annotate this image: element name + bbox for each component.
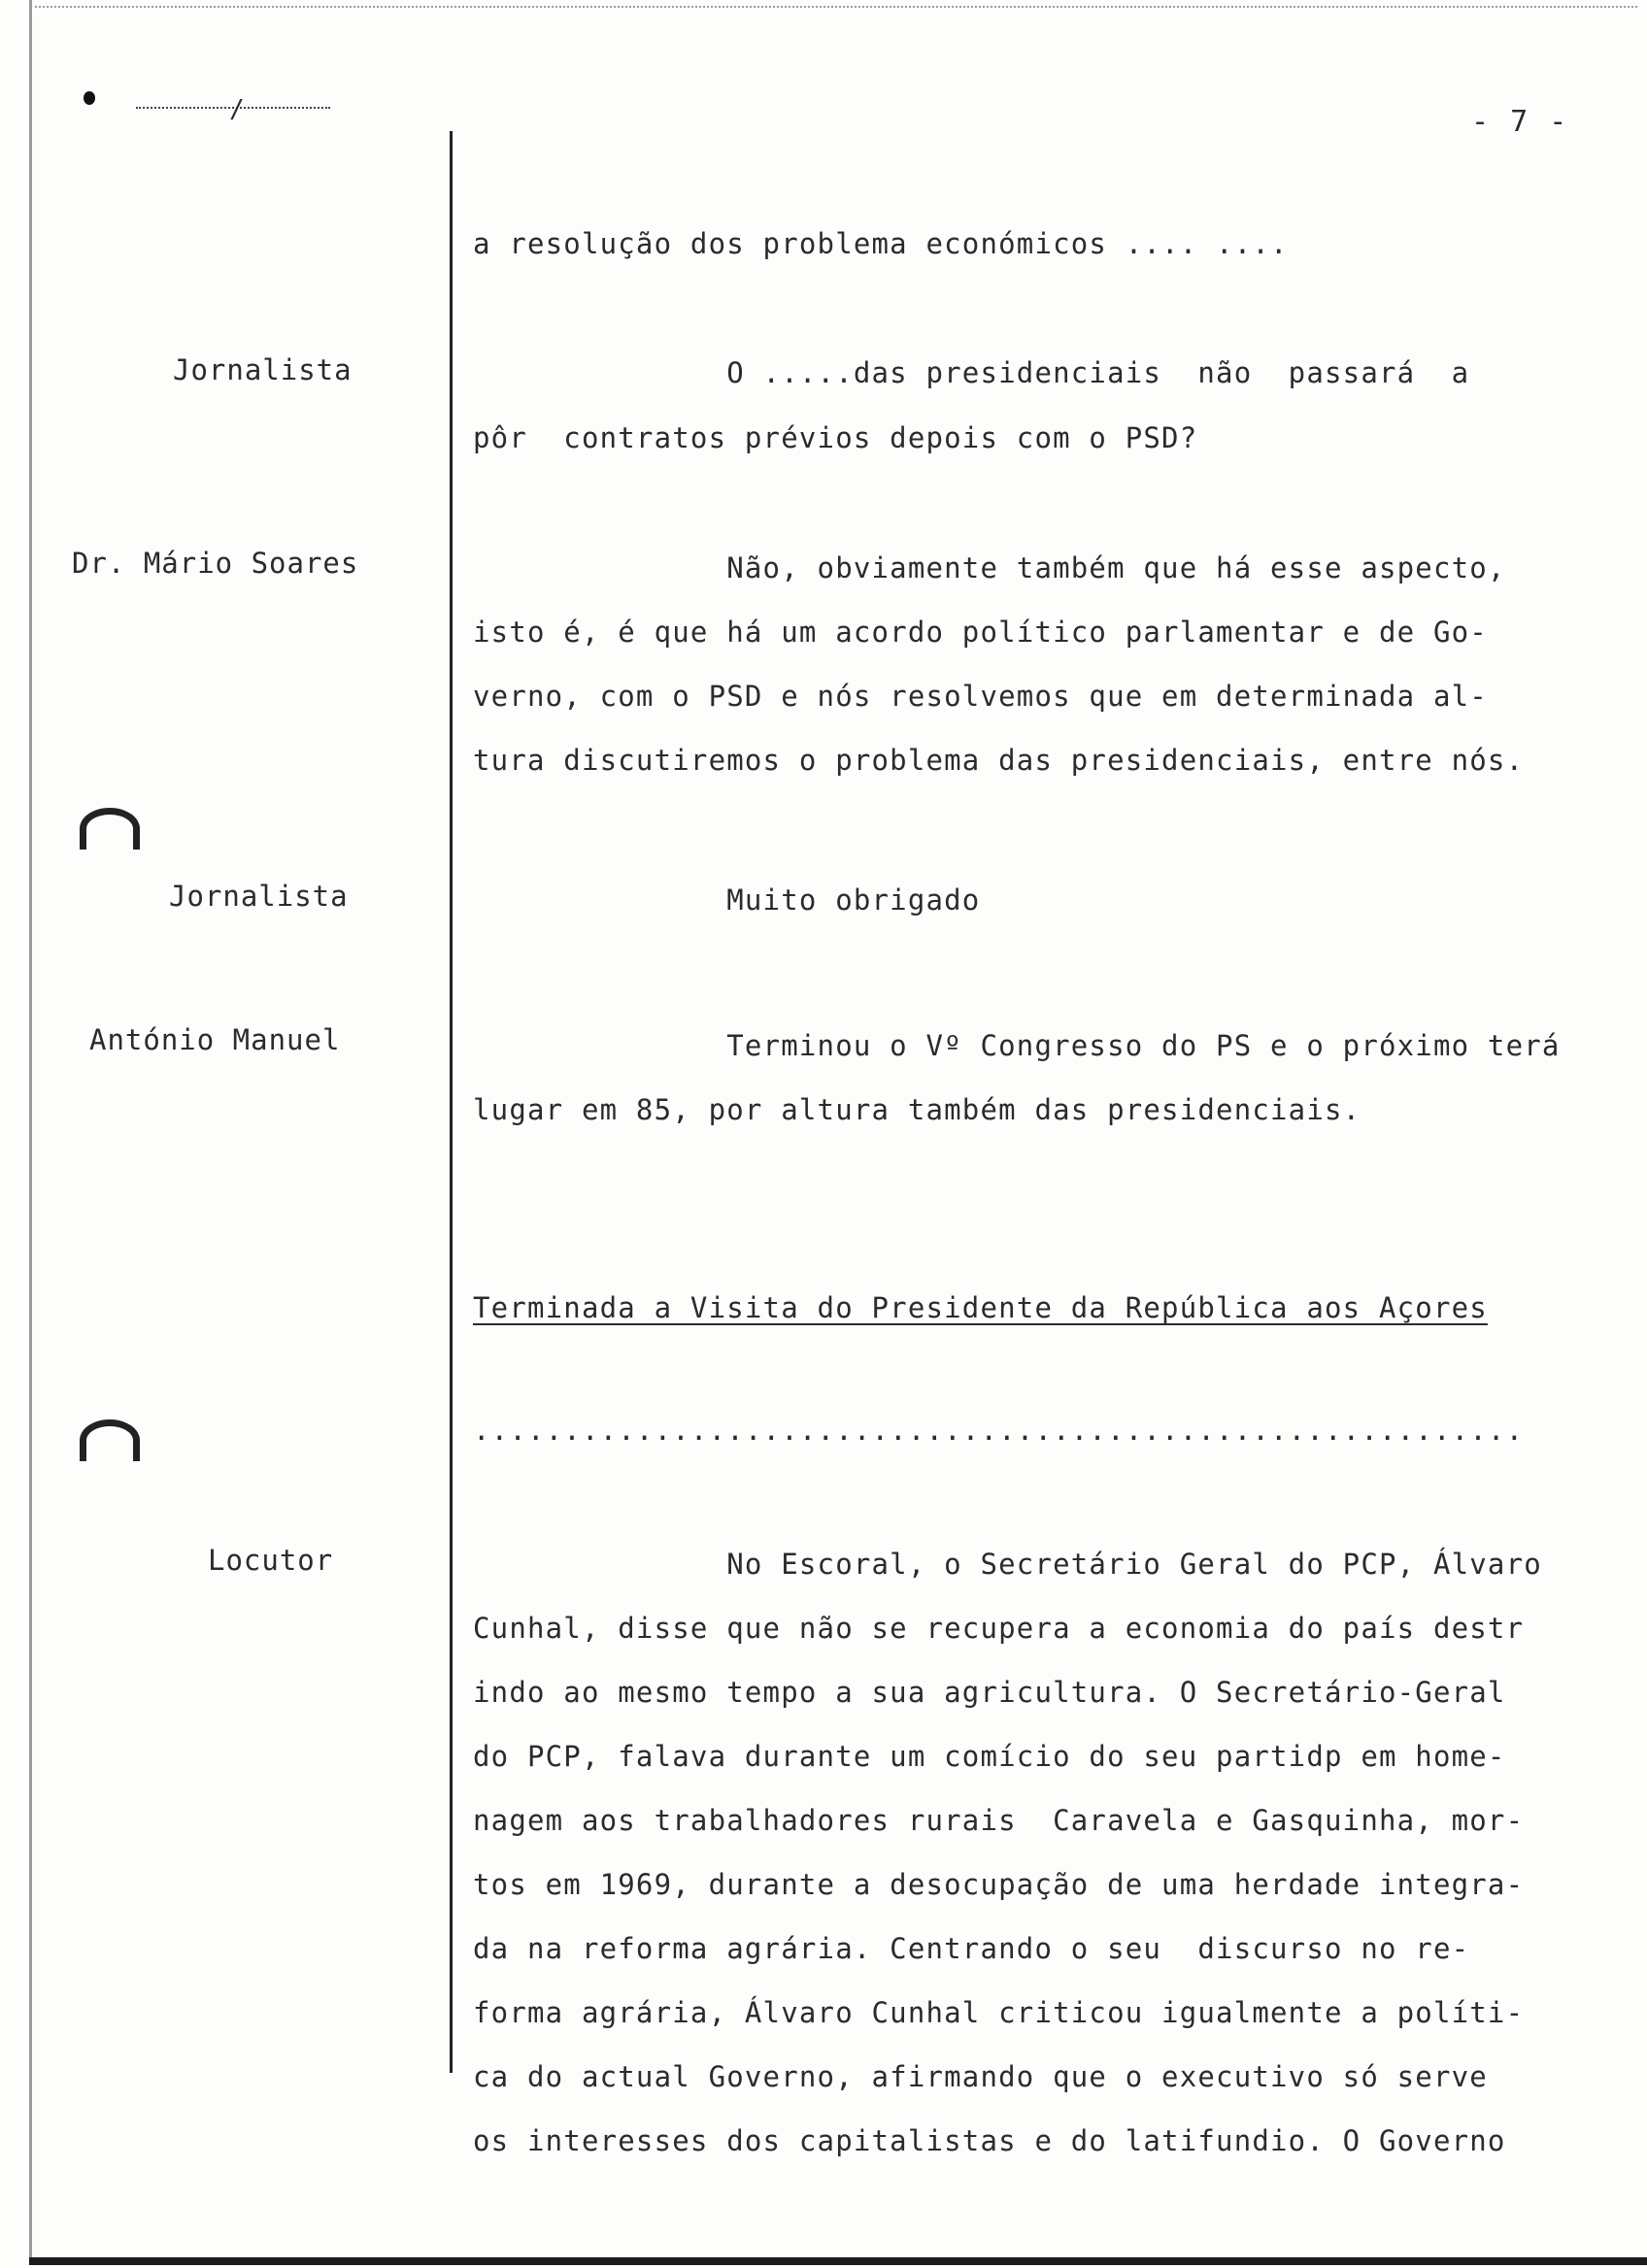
speaker-label: Jornalista	[169, 880, 349, 913]
page-bottom-edge	[29, 2257, 1647, 2265]
speaker-label: Jornalista	[173, 353, 353, 386]
dotted-separator: ..........................................................	[473, 1414, 1525, 1447]
text-line: os interesses dos capitalistas e do latifundio. O Governo	[473, 2124, 1506, 2157]
text-line: tura discutiremos o problema das presidenciais, entre nós.	[473, 744, 1525, 777]
text-line: indo ao mesmo tempo a sua agricultura. O Secretário-Geral	[473, 1676, 1506, 1709]
speaker-label: Locutor	[208, 1544, 334, 1577]
text-line: tos em 1969, durante a desocupação de uma herdade integra-	[473, 1868, 1525, 1901]
text-line: a resolução dos problema económicos .... ....	[473, 227, 1289, 260]
text-line: No Escoral, o Secretário Geral do PCP, Álvaro	[473, 1548, 1542, 1581]
section-heading: Terminada a Visita do Presidente da República aos Açores	[473, 1291, 1488, 1324]
text-line: O .....das presidenciais não passará a	[473, 356, 1470, 389]
text-line: forma agrária, Álvaro Cunhal criticou igualmente a políti-	[473, 1996, 1525, 2029]
text-line: verno, com o PSD e nós resolvemos que em determinada al-	[473, 680, 1488, 713]
text-line: isto é, é que há um acordo político parlamentar e de Go-	[473, 616, 1488, 649]
column-divider	[450, 131, 453, 2073]
text-line: Não, obviamente também que há esse aspecto,	[473, 551, 1506, 584]
text-line: ca do actual Governo, afirmando que o executivo só serve	[473, 2060, 1488, 2093]
text-line: Muito obrigado	[473, 884, 981, 917]
text-line: do PCP, falava durante um comício do seu partidp em home-	[473, 1740, 1506, 1773]
text-line: pôr contratos prévios depois com o PSD?	[473, 421, 1198, 454]
speaker-label: Dr. Mário Soares	[72, 547, 359, 580]
text-line: da na reforma agrária. Centrando o seu discurso no re-	[473, 1932, 1470, 1965]
scan-top-edge	[35, 6, 1637, 11]
punch-hole-icon	[80, 808, 140, 850]
reference-slash: /	[229, 95, 245, 124]
text-line: nagem aos trabalhadores rurais Caravela e Gasquinha, mor-	[473, 1804, 1525, 1837]
page-number: - 7 -	[1471, 105, 1569, 139]
punch-hole-icon	[80, 1419, 140, 1461]
page-left-edge	[29, 0, 32, 2265]
text-line: Cunhal, disse que não se recupera a economia do país destr	[473, 1612, 1525, 1645]
ink-dot	[84, 91, 95, 105]
text-line: lugar em 85, por altura também das presidenciais.	[473, 1093, 1361, 1126]
text-line: Terminou o Vº Congresso do PS e o próximo terá	[473, 1029, 1561, 1062]
speaker-label: António Manuel	[89, 1023, 341, 1056]
